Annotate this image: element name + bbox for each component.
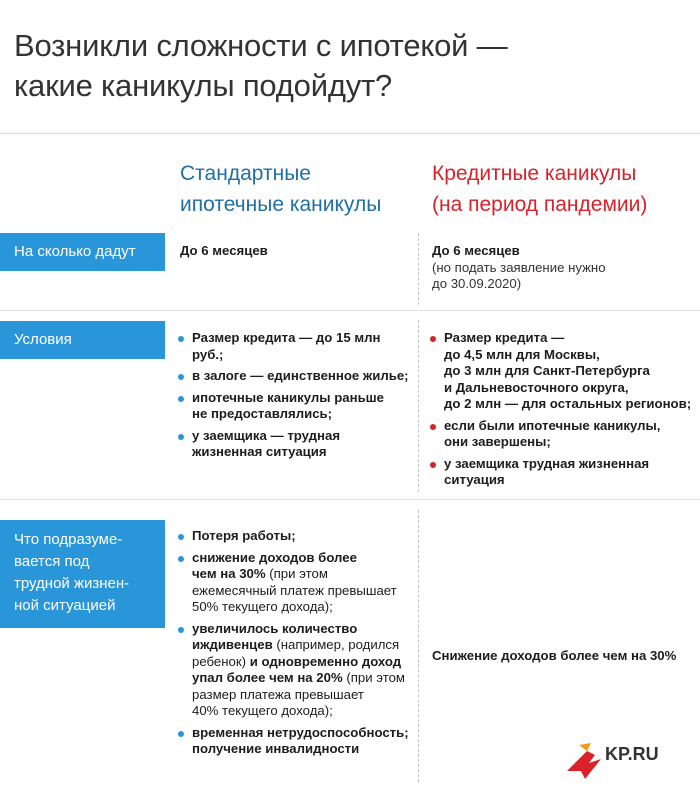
list-item: снижение доходов более чем на 30% (при этом ежемесячный платеж превышает 50% текущего дохода); xyxy=(178,550,418,616)
standard-conditions xyxy=(178,330,413,466)
row-label-conditions: Условия xyxy=(0,321,165,359)
standard-holidays-header: Стандартные ипотечные каникулы xyxy=(180,162,382,216)
row-label-situation: Что подразуме- вается под трудной жизнен- ной ситуацией xyxy=(0,520,165,628)
pandemic-duration: До 6 месяцев (но подать заявление нужно до 30.09.2020) xyxy=(432,243,606,291)
row-label-duration: На сколько дадут xyxy=(0,233,165,271)
logo-bird-icon xyxy=(567,751,601,779)
list-item: Потеря работы; xyxy=(178,528,418,545)
column-divider xyxy=(418,510,419,782)
list-item: ипотечные каникулы раньше не предоставлялись; xyxy=(178,390,413,423)
list-item: увеличилось количество иждивенцев (например, родился ребенок) и одновременно доход упал более чем на 20% (при этом размер платежа превышает 40% текущего дохода); xyxy=(178,621,418,720)
list-item: если были ипотечные каникулы, они завершены; xyxy=(430,418,698,451)
list-item: у заемщика — трудная жизненная ситуация xyxy=(178,428,413,461)
column-divider xyxy=(418,233,419,305)
logo-wing-icon xyxy=(579,743,591,751)
column-divider xyxy=(418,320,419,492)
standard-situations xyxy=(178,528,418,763)
pandemic-conditions xyxy=(430,330,698,494)
logo-text: KP.RU xyxy=(605,744,659,764)
list-item: у заемщика трудная жизненная ситуация xyxy=(430,456,698,489)
list-item: в залоге — единственное жилье; xyxy=(178,368,413,385)
list-item: Размер кредита — до 4,5 млн для Москвы, до 3 млн для Санкт-Петербурга и Дальневосточного округа, до 2 млн — для остальных регионов; xyxy=(430,330,698,413)
list-item: временная нетрудоспособность; получение инвалидности xyxy=(178,725,418,758)
pandemic-holidays-header: Кредитные каникулы (на период пандемии) xyxy=(432,162,648,216)
row-separator xyxy=(0,499,700,500)
page-title: Возникли сложности с ипотекой — какие каникулы подойдут? xyxy=(14,28,508,103)
standard-duration: До 6 месяцев xyxy=(180,243,268,258)
pandemic-situation: Снижение доходов более чем на 30% xyxy=(432,648,677,663)
list-item: Размер кредита — до 15 млн руб.; xyxy=(178,330,413,363)
row-separator xyxy=(0,310,700,311)
title-divider xyxy=(0,133,700,134)
